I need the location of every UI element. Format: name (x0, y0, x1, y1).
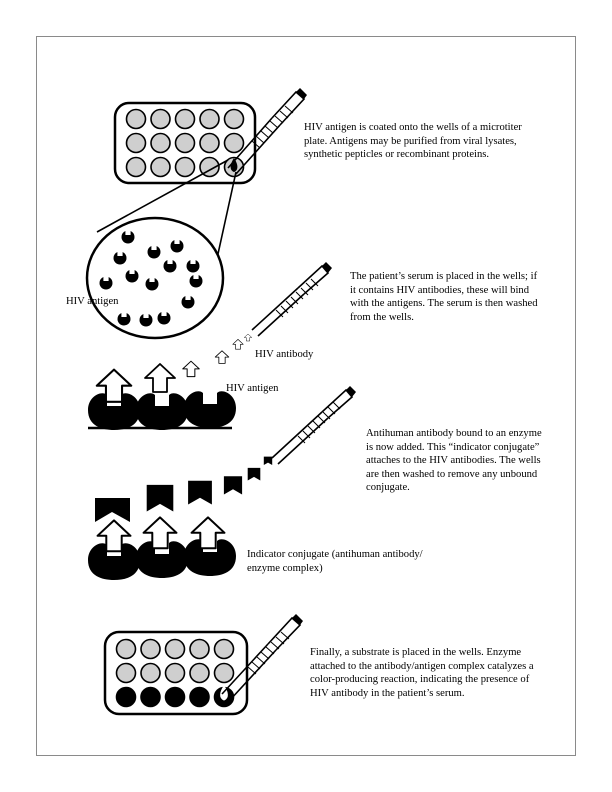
well (190, 664, 209, 683)
antigen-dot (182, 296, 195, 309)
well (176, 158, 195, 177)
well (141, 664, 160, 683)
antigen-dot (148, 246, 161, 259)
well (215, 664, 234, 683)
well (166, 640, 185, 659)
well (141, 640, 160, 659)
well (176, 134, 195, 153)
antigen-dot (140, 314, 153, 327)
pipette-3 (272, 386, 356, 464)
antigen-dot (171, 240, 184, 253)
antigen-dot (114, 252, 127, 265)
antigen-dot (164, 260, 177, 273)
well (200, 134, 219, 153)
label-hiv-antibody: HIV antibody (255, 349, 314, 360)
well (190, 640, 209, 659)
antigen-dot (158, 312, 171, 325)
well (190, 688, 209, 707)
step-1-text: HIV antigen is coated onto the wells of a microtiter plate. Antigens may be purified from viral lysates, synthetic pepticles or recombinant proteins. (304, 122, 522, 160)
well (176, 110, 195, 129)
antigen-dot (126, 270, 139, 283)
well (141, 688, 160, 707)
antigen-dot (146, 278, 159, 291)
well (151, 110, 170, 129)
bound-row-1 (88, 364, 236, 430)
label-hiv-antigen-circle: HIV antigen (66, 296, 119, 307)
well (127, 134, 146, 153)
well (225, 110, 244, 129)
well (166, 688, 185, 707)
well (117, 688, 136, 707)
antigen-dot (100, 277, 113, 290)
well (151, 158, 170, 177)
label-hiv-antigen-row: HIV antigen (226, 383, 279, 394)
well (151, 134, 170, 153)
pipette-2 (252, 262, 332, 336)
falling-conjugates (147, 457, 273, 512)
well (117, 640, 136, 659)
plate-2-wells (117, 640, 234, 707)
step-2-text: The patient’s serum is placed in the wells; if it contains HIV antibodies, these will bind with the antigens. The serum is then washed from the wells. (350, 271, 538, 323)
well (215, 640, 234, 659)
well (117, 664, 136, 683)
bound-row-2 (88, 498, 236, 580)
plate-1-wells (127, 110, 244, 177)
well (200, 110, 219, 129)
well (225, 134, 244, 153)
antigen-dot (187, 260, 200, 273)
well (127, 158, 146, 177)
antigen-dot (190, 275, 203, 288)
antigen-dot (118, 313, 131, 326)
label-indicator-conjugate-1: Indicator conjugate (antihuman antibody/ (247, 549, 423, 560)
falling-antibodies (183, 334, 252, 377)
well (166, 664, 185, 683)
step-4-text: Finally, a substrate is placed in the wells. Enzyme attached to the antibody/antigen complex catalyzes a color-producing reaction, indicating the presence of HIV antibody in the patient’s serum. (310, 647, 534, 699)
label-indicator-conjugate-2: enzyme complex) (247, 563, 323, 574)
well (127, 110, 146, 129)
antigen-dot (122, 231, 135, 244)
step-3-text: Antihuman antibody bound to an enzyme is now added. This “indicator conjugate” attaches to the HIV antibodies. The wells are then washed to remove any unbound conjugate. (366, 428, 542, 493)
